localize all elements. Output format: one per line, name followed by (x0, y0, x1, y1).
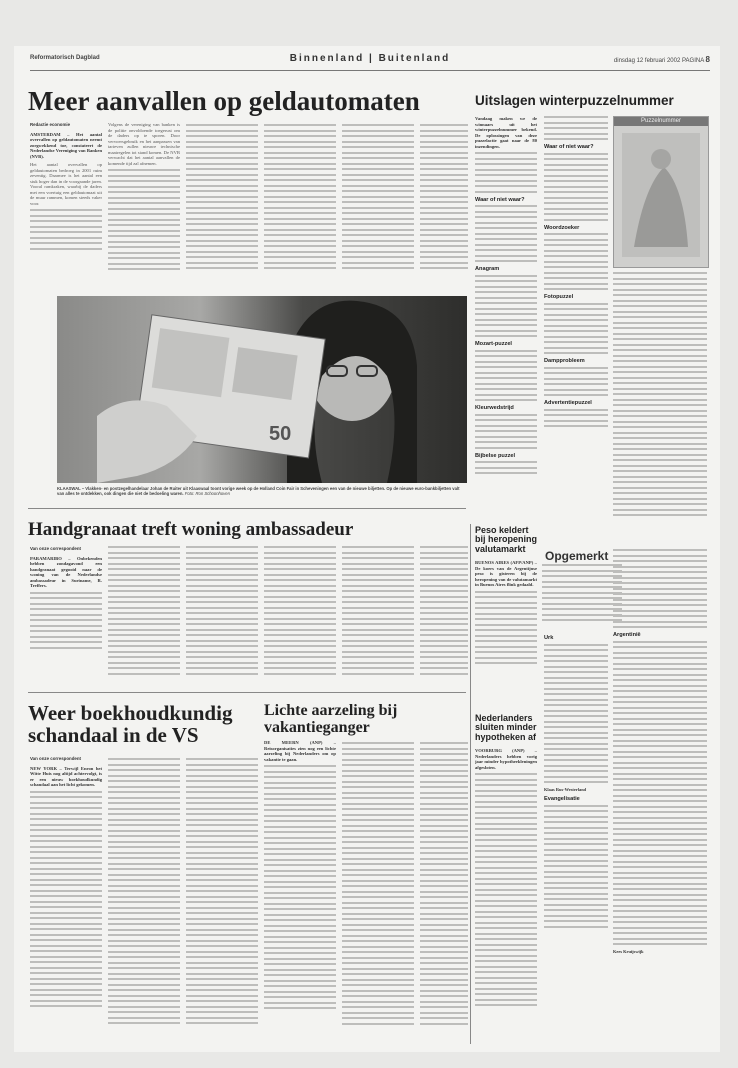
article-body-atm-col1: Redactie economie AMSTERDAM – Het aantal overvallen op geldautomaten neemt zorgwekkend toe, constateert de Nederlandse Vereniging van Banken (NVB). Het aantal overvallen op geldautomaten bedroeg in 2001 ruim zeventig. Daarmee is het aantal een stuk hoger dan in de voorgaande jaren. Vooral ramkraken, waarbij de daders met een voertuig een geldautomaat uit de muur rammen, komen steeds vaker voor. (30, 122, 102, 292)
article-body-puzzle-col2: Waar of niet waar? Woordzoeker Fotopuzzel Dampprobleem Advertentiepuzzel (544, 116, 608, 536)
drawing-icon (614, 127, 708, 267)
text-column (186, 546, 258, 678)
text-column (613, 272, 707, 520)
text-column (342, 124, 414, 273)
text-column (108, 546, 180, 678)
text-column (420, 124, 468, 273)
text-column (108, 758, 180, 1028)
divider (28, 508, 466, 509)
article-body-peso: BUENOS AIRES (AFP/ANP) – De koers van de Argentijnse peso is gisteren bij de heropening van de valutamarkt in Buenos Aires flink gedaald. (475, 560, 537, 710)
column-title-opgemerkt: Opgemerkt (545, 549, 609, 563)
opgemerkt-body: Urk Klaas Rus-Westerland Evangelisatie (544, 631, 608, 1046)
divider (470, 524, 471, 1044)
article-title-grenade: Handgranaat treft woning ambassadeur (28, 519, 354, 540)
page-header (30, 52, 710, 71)
photo-illustration (57, 296, 467, 483)
divider (28, 692, 466, 693)
article-title-atm: Meer aanvallen op geldautomaten (28, 86, 420, 116)
text-column (186, 758, 258, 1028)
article-body-puzzle-col1: Vandaag maken we de winnaars uit het winterpuzzelnummer bekend. De oplossingen van deze puzzelactie gaat naar de 80 inzendingen. Waar of niet waar? Anagram Mozart-puzzel Kleurwedstrijd Bijbelse puzzel (475, 116, 537, 536)
text-column (420, 742, 468, 1028)
article-body-vacation: DE MEERN (ANP) – Reisorganisaties zien nog een lichte aarzeling bij Nederlanders om op vakantie te gaan. (264, 740, 336, 1040)
newspaper-page (14, 46, 720, 1052)
text-column (420, 546, 468, 678)
article-title-accounting: Weer boekhoudkundig schandaal in de VS (28, 701, 233, 747)
banknote-value: 50 (269, 423, 292, 445)
photo-caption: KLAASWAL – Vlakken- en postzegelhandelaar Johan de Ruiter uit Klaaswaal toont vorige week op de Holland Coin Fair in Scheveningen een van de nieuwe biljetten. Op de nieuwe euro-bankbiljetten valt van alles te ontdekken, ook dingen die niet de bedoeling waren. Foto: Ron Schoonhoven (57, 486, 460, 496)
text-column (342, 742, 414, 1028)
paper-name: Reformatorisch Dagblad (30, 55, 100, 61)
text-column (342, 546, 414, 678)
text-column (186, 124, 258, 273)
text-column (264, 546, 336, 678)
section-title: Binnenland | Buitenland (289, 53, 451, 64)
article-title-mortgage: Nederlanders sluiten minder hypotheken af (475, 713, 537, 742)
article-title-vacation: Lichte aarzeling bij vakantieganger (264, 702, 398, 736)
opgemerkt-intro (542, 564, 622, 619)
text-column (264, 124, 336, 273)
article-title-peso: Peso keldert bij heropening valutamarkt (475, 525, 537, 554)
puzzle-box-title: Puzzelnummer (614, 117, 708, 126)
article-body-accounting: Van onze correspondent NEW YORK – Terwijl Enron het Witte Huis nog altijd achtervolgt, is er een nieuw boekhoudkundig schandaal aan het licht gekomen. (30, 756, 102, 1046)
date-page: dinsdag 12 februari 2002 PAGINA 8 (613, 55, 710, 64)
article-title-puzzle: Uitslagen winterpuzzelnummer (475, 93, 674, 108)
photo-euro-banknote (57, 296, 467, 483)
article-body-atm-col2: Volgens de vereniging van banken is de politie onvoldoende toegerust om de daders op te sporen. Door vervoersgebruik en het aanpassen van tarieven zullen nieuwe technische maatregelen tot stand komen. De NVB verwacht dat het aantal aanvallen de komende tijd zal afnemen. (108, 122, 180, 292)
puzzle-illustration (613, 116, 709, 268)
article-body-grenade: Van onze correspondent PARAMARIBO – Onbekenden hebben zondagavond een handgranaat gegooid naar de woning van de Nederlandse ambassadeur in Suriname, R. Treffers. (30, 546, 102, 691)
opgemerkt-body-right: Argentinië Kees Kruijswijk (613, 549, 707, 1044)
article-body-mortgage: VOORBURG (ANP) – Nederlanders hebben vorig jaar minder hypotheekleningen afgesloten. (475, 748, 537, 1043)
